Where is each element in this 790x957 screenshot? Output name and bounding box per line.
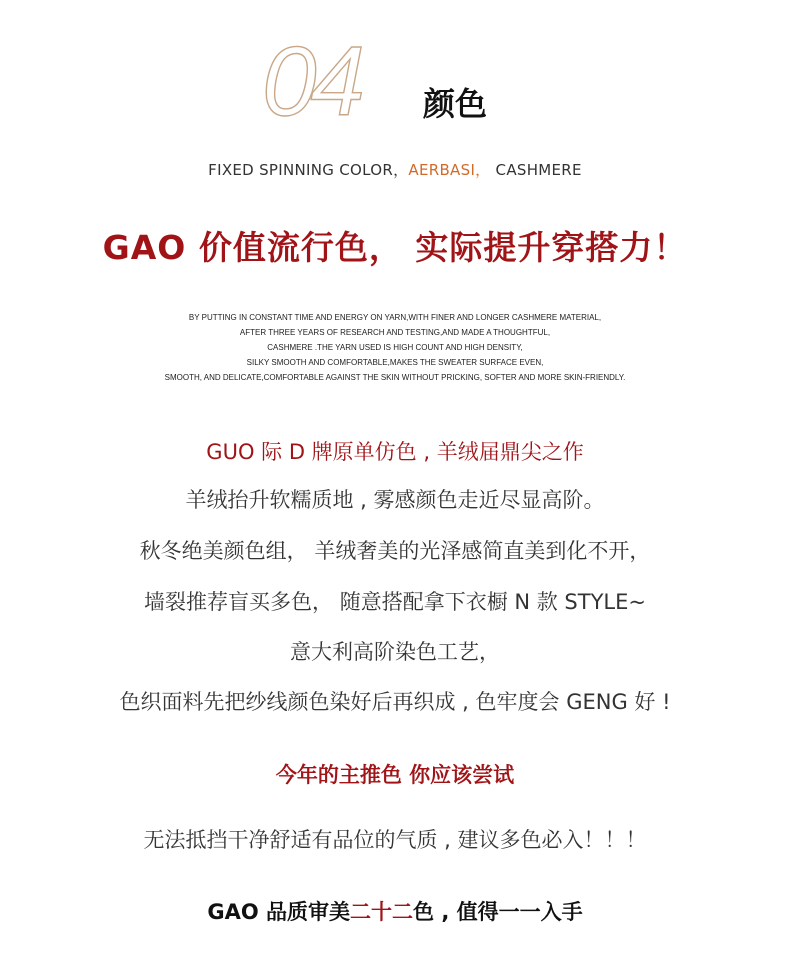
section-number: 04	[262, 26, 360, 136]
blurb-line: SILKY SMOOTH AND COMFORTABLE,MAKES THE SWEATER SURFACE EVEN,	[246, 358, 544, 367]
section-title: 颜色	[423, 85, 488, 123]
closing-part-2: 色 , 值得一一入手	[413, 900, 583, 924]
blurb-line: SMOOTH, AND DELICATE,COMFORTABLE AGAINST THE SKIN WITHOUT PRICKING, SOFTER AND MORE SKIN-FRIENDLY.	[164, 373, 626, 382]
subtitle-part-2: CASHMERE	[495, 161, 582, 179]
closing-highlight: 二十二	[350, 900, 414, 924]
blurb-line: BY PUTTING IN CONSTANT TIME AND ENERGY ON YARN,WITH FINER AND LONGER CASHMERE MATERIAL,	[188, 313, 602, 322]
body-line: 羊绒抬升软糯质地 , 雾感颜色走近尽显高阶。	[185, 488, 605, 512]
headline: GAO 价值流行色， 实际提升穿搭力！	[102, 228, 688, 267]
subtitle-accent: AERBASI，	[408, 161, 491, 179]
body-line: 墙裂推荐盲买多色， 随意搭配拿下衣橱 N 款 STYLE~	[144, 590, 646, 614]
recommend-heading: 今年的主推色 你应该尝试	[275, 763, 515, 787]
brand-claim-line: GUO 际 D 牌原单仿色 , 羊绒届鼎尖之作	[206, 440, 584, 464]
recommend-line: 无法抵挡干净舒适有品位的气质 , 建议多色必入！！！	[143, 828, 647, 852]
subtitle-part-1: FIXED SPINNING COLOR，	[208, 161, 409, 179]
closing-line	[0, 897, 790, 927]
body-line: 意大利高阶染色工艺，	[290, 640, 500, 664]
body-line: 秋冬绝美颜色组， 羊绒奢美的光泽感简直美到化不开，	[139, 539, 651, 563]
blurb-line: AFTER THREE YEARS OF RESEARCH AND TESTING,AND MADE A THOUGHTFUL,	[239, 328, 551, 337]
subtitle	[0, 160, 790, 180]
blurb-line: CASHMERE .THE YARN USED IS HIGH COUNT AND HIGH DENSITY,	[267, 343, 523, 352]
english-blurb	[0, 310, 790, 385]
closing-part-1: GAO 品质审美	[207, 900, 351, 924]
body-line: 色织面料先把纱线颜色染好后再织成 , 色牢度会 GENG 好 !	[119, 690, 671, 714]
